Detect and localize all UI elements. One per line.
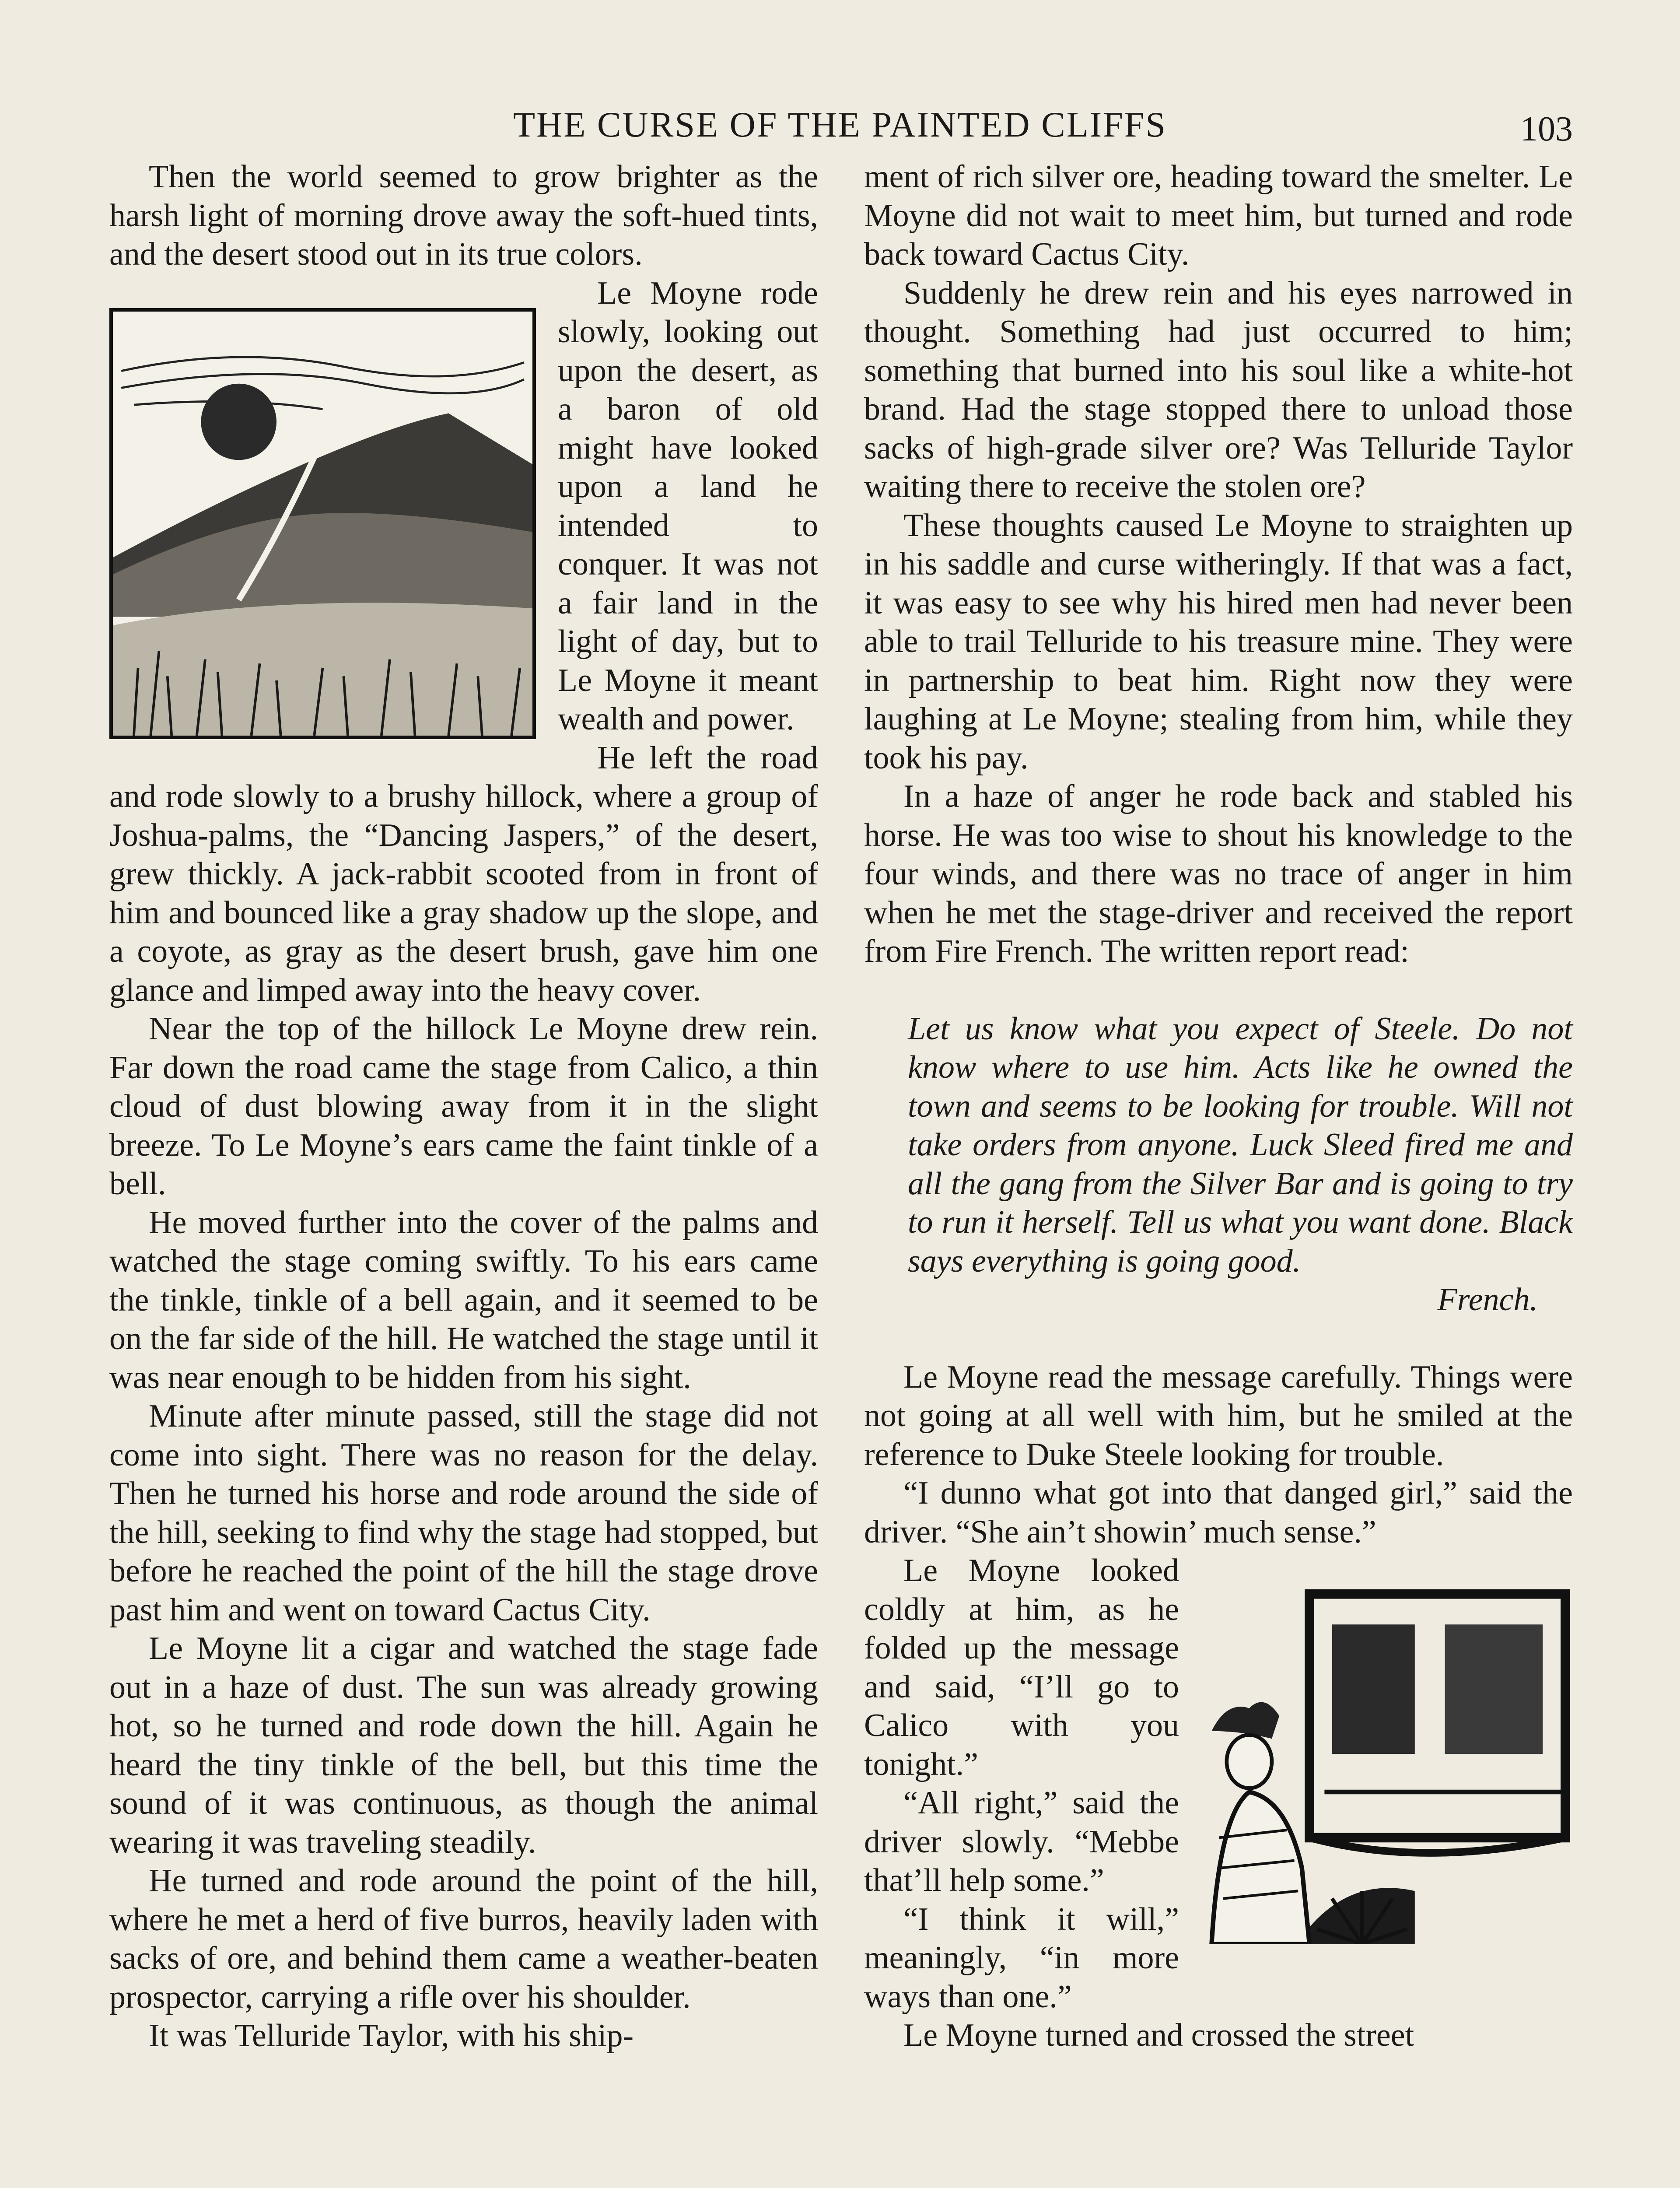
paragraph: He left the road and rode slowly to a brushy hillock, where a group of Joshua-palms, the “Dancing Jaspers,” of the desert, grew thickly. A jack-rabbit scooted from in front of him and bounced like a gray shadow up the slope, and a coyote, as gray as the desert brush, gave him one glance and limped away into the heavy cover. <box>109 740 818 1008</box>
report-text: Let us know what you expect of Steele. Do not know where to use him. Acts like he owned the town and seems to be looking for trouble. Will not take orders from anyone. Luck Sleed fired me and all the gang from the Silver Bar and is going to try to run it herself. Tell us what you want done. Black says everything is going good. <box>908 1010 1573 1279</box>
paragraph: These thoughts caused Le Moyne to straighten up in his saddle and curse witheringly. If that was a fact, it was easy to see why his hired men had never been able to trail Telluride to his treasure mine. They were in partnership to beat him. Right now they were laughing at Le Moyne; stealing from him, while they took his pay. <box>864 507 1573 776</box>
page-number: 103 <box>1520 110 1573 148</box>
paragraph: He moved further into the cover of the palms and watched the stage coming swiftly. To his ears came the tinkle, tinkle of a bell again, and it seemed to be on the far side of the hill. He watched the stage until it was near enough to be hidden from his sight. <box>109 1204 818 1396</box>
paragraph: Le Moyne lit a cigar and watched the stage fade out in a haze of dust. The sun was already growing hot, so he turned and rode down the hill. Again he heard the tiny tinkle of the bell, but this time the sound of it was continuous, as though the animal wearing it was traveling steadily. <box>109 1630 818 1860</box>
paragraph: Le Moyne looked coldly at him, as he folded up the message and said, “I’ll go to Calico with you tonight.” <box>864 1553 1179 1782</box>
paragraph: “I think it will,” meaningly, “in more ways than one.” <box>864 1901 1179 2015</box>
running-title: THE CURSE OF THE PAINTED CLIFFS <box>513 105 1167 144</box>
written-report <box>908 1010 1573 1319</box>
paragraph: ment of rich silver ore, heading toward the smelter. Le Moyne did not wait to meet him, but turned and rode back toward Cactus City. <box>864 159 1573 272</box>
paragraph: Minute after minute passed, still the stage did not come into sight. There was no reason for the delay. Then he turned his horse and rode around the side of the hill, seeking to find why the stage had stopped, but before he reached the point of the hill the stage drove past him and went on toward Cactus City. <box>109 1398 818 1628</box>
desert-illustration <box>109 308 536 739</box>
paragraph: Le Moyne read the message carefully. Things were not going at all well with him, but he smiled at the reference to Duke Steele looking for trouble. <box>864 1359 1573 1473</box>
stagecoach-illustration <box>1197 1564 1573 1944</box>
paragraph: Suddenly he drew rein and his eyes narrowed in thought. Something had just occurred to him; something that burned into his soul like a white-hot brand. Had the stage stopped there to unload those sacks of high-grade silver ore? Was Telluride Taylor waiting there to receive the stolen ore? <box>864 275 1573 505</box>
paragraph: “All right,” said the driver slowly. “Mebbe that’ll help some.” <box>864 1785 1179 1898</box>
paragraph: Le Moyne turned and crossed the street <box>903 2017 1414 2053</box>
paragraph: “I dunno what got into that danged girl,” said the driver. “She ain’t showin’ much sense.” <box>864 1475 1573 1550</box>
report-signature: French. <box>1437 1282 1538 1318</box>
paragraph: In a haze of anger he rode back and stabled his horse. He was too wise to shout his knowledge to the four winds, and there was no trace of anger in him when he met the stage-driver and received the report from Fire French. The written report read: <box>864 778 1573 969</box>
paragraph: He turned and rode around the point of the hill, where he met a herd of five burros, heavily laden with sacks of ore, and behind them came a weather-beaten prospector, carrying a rifle over his shoulder. <box>109 1863 818 2015</box>
paragraph: Near the top of the hillock Le Moyne drew rein. Far down the road came the stage from Calico, a thin cloud of dust blowing away from it in the slight breeze. To Le Moyne’s ears came the faint tinkle of a bell. <box>109 1011 818 1202</box>
paragraph: Then the world seemed to grow brighter as the harsh light of morning drove away the soft-hued tints, and the desert stood out in its true colors. <box>109 159 818 272</box>
right-column <box>864 158 1573 2055</box>
left-column <box>109 158 818 2055</box>
paragraph: Le Moyne rode slowly, looking out upon the desert, as a baron of old might have looked upon a land he intended to conquer. It was not a fair land in the light of day, but to Le Moyne it meant wealth and power. <box>558 275 818 737</box>
paragraph: It was Telluride Taylor, with his ship- <box>149 2018 634 2054</box>
